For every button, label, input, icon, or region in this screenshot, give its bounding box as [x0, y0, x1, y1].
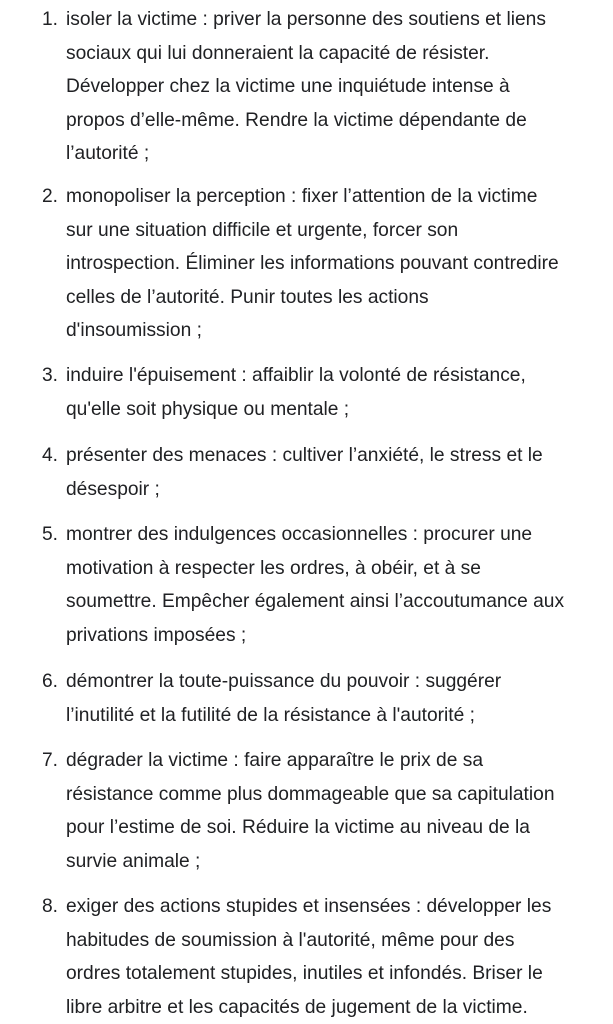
item-number: 3.	[42, 365, 59, 386]
text-line: propos d’elle-même. Rendre la victime dépendante de	[66, 109, 527, 131]
text-line: induire l'épuisement : affaiblir la volonté de résistance,	[66, 365, 526, 386]
item-number: 7.	[42, 750, 59, 771]
text-line: monopoliser la perception : fixer l’attention de la victime	[66, 186, 538, 207]
text-line: isoler la victime : priver la personne des soutiens et liens	[66, 9, 546, 30]
text-line: dégrader la victime : faire apparaître le prix de sa	[66, 750, 484, 771]
text-line: d'insoumission ;	[66, 320, 202, 342]
item-number: 6.	[42, 671, 59, 692]
item-text	[66, 890, 602, 1024]
item-text	[66, 518, 602, 652]
text-line: motivation à respecter les ordres, à obéir, et à se	[66, 557, 481, 579]
item-text	[66, 439, 602, 506]
text-line: libre arbitre et les capacités de jugement de la victime.	[66, 996, 528, 1018]
item-number: 8.	[42, 896, 59, 917]
item-text	[66, 180, 602, 348]
text-line: Développer chez la victime une inquiétude intense à	[66, 76, 510, 98]
text-line: survie animale ;	[66, 850, 201, 872]
text-line: désespoir ;	[66, 478, 160, 500]
text-line: habitudes de soumission à l'autorité, même pour des	[66, 929, 515, 951]
item-number: 2.	[42, 186, 59, 207]
text-line: présenter des menaces : cultiver l’anxiété, le stress et le	[66, 445, 543, 466]
text-line: introspection. Éliminer les informations pouvant contredire	[66, 253, 559, 275]
text-line: l’autorité ;	[66, 143, 150, 165]
text-line: montrer des indulgences occasionnelles : procurer une	[66, 524, 533, 545]
item-number: 4.	[42, 445, 59, 466]
item-text	[66, 744, 602, 878]
item-number: 1.	[42, 9, 59, 30]
text-line: celles de l’autorité. Punir toutes les actions	[66, 286, 429, 308]
item-text	[66, 3, 602, 171]
text-line: sociaux qui lui donneraient la capacité de résister.	[66, 42, 490, 64]
text-line: soumettre. Empêcher également ainsi l’accoutumance aux	[66, 591, 565, 613]
text-line: pour l’estime de soi. Réduire la victime au niveau de la	[66, 817, 530, 839]
text-line: l’inutilité et la futilité de la résistance à l'autorité ;	[66, 704, 475, 726]
text-line: exiger des actions stupides et insensées : développer les	[66, 896, 552, 917]
item-number: 5.	[42, 524, 59, 545]
text-line: résistance comme plus dommageable que sa capitulation	[66, 783, 555, 805]
text-line: démontrer la toute-puissance du pouvoir : suggérer	[66, 671, 502, 692]
item-text	[66, 359, 602, 426]
item-text	[66, 665, 602, 732]
text-line: privations imposées ;	[66, 624, 247, 646]
text-line: qu'elle soit physique ou mentale ;	[66, 398, 350, 420]
text-line: sur une situation difficile et urgente, forcer son	[66, 219, 459, 241]
text-line: ordres totalement stupides, inutiles et infondés. Briser le	[66, 963, 543, 985]
